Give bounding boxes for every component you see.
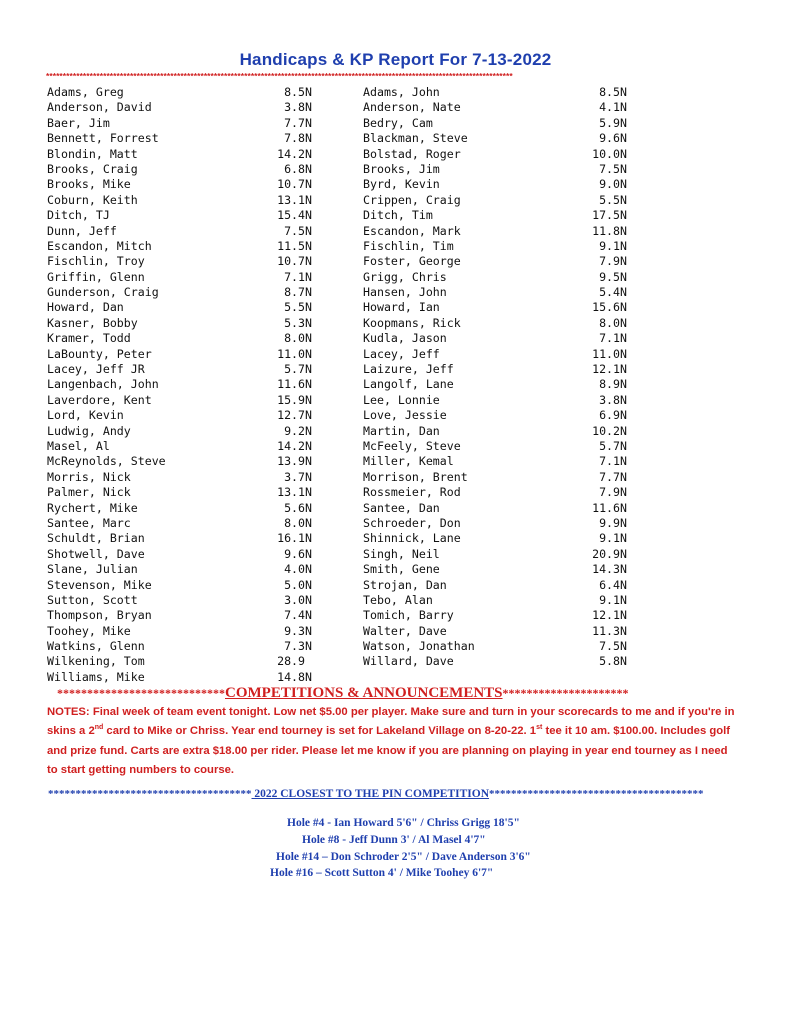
handicap-value: 10.2N	[592, 423, 627, 438]
player-name: Lacey, Jeff	[363, 346, 440, 361]
player-name: Anderson, David	[47, 100, 152, 115]
player-name: Tomich, Barry	[363, 608, 454, 623]
player-name: Kasner, Bobby	[47, 315, 138, 330]
handicap-value: 5.4N	[599, 285, 627, 300]
roster-row	[363, 593, 627, 608]
player-name: Langolf, Lane	[363, 377, 454, 392]
roster-row	[47, 531, 312, 546]
competitions-stars-right: *********************	[502, 686, 629, 700]
player-name: Griffin, Glenn	[47, 269, 145, 284]
handicap-value: 11.0N	[592, 346, 627, 361]
notes-text-3: tee it 10 am. $100.00. Includes golf and prize fund. Carts are extra $18.00 per rider. Please let me know if you are planning on playing in year end tourney as I need to start getting numbers to course.	[47, 725, 731, 777]
handicap-value: 8.7N	[284, 285, 312, 300]
handicap-value: 11.3N	[592, 623, 627, 638]
handicap-value: 14.2N	[277, 438, 312, 453]
player-name: Strojan, Dan	[363, 577, 447, 592]
player-name: Thompson, Bryan	[47, 608, 152, 623]
player-name: Bennett, Forrest	[47, 131, 159, 146]
player-name: Bolstad, Roger	[363, 146, 461, 161]
player-name: Morrison, Brent	[363, 469, 468, 484]
handicap-value: 9.1N	[599, 531, 627, 546]
handicap-value: 4.1N	[599, 100, 627, 115]
handicap-value: 7.7N	[284, 115, 312, 130]
handicap-value: 16.1N	[277, 531, 312, 546]
player-name: Byrd, Kevin	[363, 177, 440, 192]
player-name: Lacey, Jeff JR	[47, 362, 145, 377]
handicap-value: 5.7N	[599, 438, 627, 453]
handicap-value: 8.9N	[599, 377, 627, 392]
handicap-value: 9.5N	[599, 269, 627, 284]
handicap-value: 8.0N	[284, 331, 312, 346]
player-name: Schroeder, Don	[363, 515, 461, 530]
star-divider: *******************************************************************************************************************************************	[46, 71, 513, 81]
player-name: Fischlin, Tim	[363, 238, 454, 253]
roster-row	[363, 424, 627, 439]
roster-row	[47, 331, 312, 346]
player-name: Adams, Greg	[47, 85, 124, 99]
player-name: Langenbach, John	[47, 377, 159, 392]
handicap-value: 5.6N	[284, 500, 312, 515]
player-name: Ludwig, Andy	[47, 423, 131, 438]
player-name: LaBounty, Peter	[47, 346, 152, 361]
handicap-value: 7.5N	[599, 161, 627, 176]
roster-row	[363, 501, 627, 516]
player-name: Brooks, Mike	[47, 177, 131, 192]
handicap-value: 5.5N	[599, 192, 627, 207]
notes-superscript-1: nd	[94, 724, 104, 732]
roster-row	[363, 239, 627, 254]
handicap-value: 8.5N	[284, 85, 312, 99]
player-name: Foster, George	[363, 254, 461, 269]
player-name: Martin, Dan	[363, 423, 440, 438]
roster-row	[47, 193, 312, 208]
handicap-value: 3.0N	[284, 592, 312, 607]
player-name: Santee, Dan	[363, 500, 440, 515]
handicap-value: 9.0N	[599, 177, 627, 192]
player-name: Bedry, Cam	[363, 115, 433, 130]
player-name: Ditch, TJ	[47, 208, 110, 223]
competitions-heading	[57, 685, 629, 702]
roster-row	[47, 608, 312, 623]
handicap-value: 7.5N	[599, 639, 627, 654]
roster-row	[47, 224, 312, 239]
player-name: Williams, Mike	[47, 669, 145, 684]
handicap-value: 12.1N	[592, 608, 627, 623]
handicap-value: 9.3N	[284, 623, 312, 638]
hole-8-result: Hole #8 - Jeff Dunn 3' / Al Masel 4'7"	[302, 834, 486, 846]
roster-row	[363, 408, 627, 423]
handicap-value: 12.1N	[592, 362, 627, 377]
handicap-value: 5.7N	[284, 362, 312, 377]
player-name: Kudla, Jason	[363, 331, 447, 346]
player-name: McFeely, Steve	[363, 438, 461, 453]
roster-row	[363, 285, 627, 300]
player-name: Singh, Neil	[363, 546, 440, 561]
roster-row	[47, 578, 312, 593]
ctp-stars-right: ***************************************	[489, 788, 704, 800]
competitions-stars-left: ****************************	[57, 686, 225, 700]
handicap-value: 5.8N	[599, 654, 627, 669]
roster-row	[47, 254, 312, 269]
roster-row	[363, 100, 627, 115]
player-name: Walter, Dave	[363, 623, 447, 638]
player-name: Shotwell, Dave	[47, 546, 145, 561]
player-name: Dunn, Jeff	[47, 223, 117, 238]
handicap-value: 17.5N	[592, 208, 627, 223]
roster-row	[47, 439, 312, 454]
roster-row	[363, 131, 627, 146]
roster-row	[363, 316, 627, 331]
report-title: Handicaps & KP Report For 7-13-2022	[239, 50, 552, 69]
player-name: Santee, Marc	[47, 515, 131, 530]
roster-row	[363, 562, 627, 577]
handicap-value: 3.7N	[284, 469, 312, 484]
handicap-value: 28.9	[277, 654, 312, 669]
player-name: Escandon, Mitch	[47, 238, 152, 253]
roster-row	[47, 562, 312, 577]
roster-row	[47, 362, 312, 377]
handicap-value: 7.9N	[599, 254, 627, 269]
ctp-stars-left: *************************************	[48, 788, 252, 800]
roster-row	[363, 147, 627, 162]
player-name: Brooks, Craig	[47, 161, 138, 176]
player-name: Watkins, Glenn	[47, 639, 145, 654]
notes-text-2: card to Mike or Chriss. Year end tourney is set for Lakeland Village on 8-20-22. 1	[103, 725, 537, 738]
roster-column-left	[47, 85, 312, 685]
handicap-value: 6.4N	[599, 577, 627, 592]
handicap-value: 6.8N	[284, 161, 312, 176]
roster-row	[47, 285, 312, 300]
handicap-value: 14.8N	[277, 669, 312, 684]
player-name: Stevenson, Mike	[47, 577, 152, 592]
handicap-value: 14.3N	[592, 562, 627, 577]
roster-row	[47, 654, 312, 669]
roster-row	[363, 377, 627, 392]
player-name: Brooks, Jim	[363, 161, 440, 176]
roster-row	[47, 593, 312, 608]
roster-row	[363, 254, 627, 269]
handicap-value: 7.8N	[284, 131, 312, 146]
handicap-value: 10.7N	[277, 177, 312, 192]
player-name: Ditch, Tim	[363, 208, 433, 223]
handicap-value: 4.0N	[284, 562, 312, 577]
player-name: Coburn, Keith	[47, 192, 138, 207]
roster-row	[363, 608, 627, 623]
roster-row	[363, 547, 627, 562]
roster-row	[47, 670, 312, 685]
player-name: Adams, John	[363, 85, 440, 99]
roster-row	[47, 85, 312, 100]
roster-row	[47, 408, 312, 423]
handicap-value: 3.8N	[599, 392, 627, 407]
handicap-value: 7.1N	[284, 269, 312, 284]
hole-14-result: Hole #14 – Don Schroder 2'5" / Dave Anderson 3'6"	[276, 851, 531, 863]
hole-16-result: Hole #16 – Scott Sutton 4' / Mike Toohey 6'7"	[270, 867, 494, 879]
player-name: Laverdore, Kent	[47, 392, 152, 407]
roster-row	[47, 177, 312, 192]
roster-row	[363, 177, 627, 192]
roster-row	[363, 270, 627, 285]
handicap-value: 13.1N	[277, 192, 312, 207]
roster-row	[363, 439, 627, 454]
player-name: Laizure, Jeff	[363, 362, 454, 377]
handicap-value: 11.5N	[277, 238, 312, 253]
notes-paragraph	[47, 703, 737, 781]
roster-row	[363, 393, 627, 408]
roster-row	[47, 485, 312, 500]
player-name: Fischlin, Troy	[47, 254, 145, 269]
handicap-value: 6.9N	[599, 408, 627, 423]
player-name: Rychert, Mike	[47, 500, 138, 515]
player-name: Lord, Kevin	[47, 408, 124, 423]
handicap-value: 7.1N	[599, 331, 627, 346]
handicap-value: 8.0N	[599, 315, 627, 330]
player-name: Shinnick, Lane	[363, 531, 461, 546]
roster-row	[47, 470, 312, 485]
roster-row	[363, 331, 627, 346]
handicap-value: 9.6N	[284, 546, 312, 561]
player-name: Miller, Kemal	[363, 454, 454, 469]
roster-row	[47, 162, 312, 177]
roster-row	[363, 624, 627, 639]
player-name: Slane, Julian	[47, 562, 138, 577]
roster-row	[47, 270, 312, 285]
roster-row	[363, 485, 627, 500]
handicap-value: 5.9N	[599, 115, 627, 130]
handicap-value: 7.1N	[599, 454, 627, 469]
handicap-value: 11.6N	[277, 377, 312, 392]
competitions-label: COMPETITIONS & ANNOUNCEMENTS	[225, 685, 503, 701]
roster-row	[47, 100, 312, 115]
handicap-value: 7.4N	[284, 608, 312, 623]
roster-row	[363, 347, 627, 362]
player-name: Masel, Al	[47, 438, 110, 453]
player-name: Morris, Nick	[47, 469, 131, 484]
player-name: Blackman, Steve	[363, 131, 468, 146]
player-name: Kramer, Todd	[47, 331, 131, 346]
roster-row	[363, 654, 627, 669]
handicap-value: 5.0N	[284, 577, 312, 592]
handicap-value: 14.2N	[277, 146, 312, 161]
player-name: Anderson, Nate	[363, 100, 461, 115]
notes-superscript-2: st	[536, 724, 543, 732]
roster-row	[47, 501, 312, 516]
handicap-value: 9.1N	[599, 238, 627, 253]
handicap-value: 9.1N	[599, 592, 627, 607]
roster-row	[363, 639, 627, 654]
roster-row	[47, 393, 312, 408]
player-name: Howard, Dan	[47, 300, 124, 315]
notes-text-1: NOTES: Final week of team event tonight. Low net $5.00 per player. Make sure and turn in your scorecards to me and if you're in skins a 2	[47, 706, 735, 738]
hole-4-result: Hole #4 - Ian Howard 5'6" / Chriss Grigg 18'5"	[287, 817, 520, 829]
handicap-value: 15.4N	[277, 208, 312, 223]
roster-row	[47, 347, 312, 362]
handicap-value: 8.5N	[599, 85, 627, 99]
roster-row	[47, 239, 312, 254]
roster-row	[47, 624, 312, 639]
roster-row	[363, 208, 627, 223]
handicap-value: 7.5N	[284, 223, 312, 238]
roster-row	[47, 300, 312, 315]
player-name: Love, Jessie	[363, 408, 447, 423]
player-name: Palmer, Nick	[47, 485, 131, 500]
roster-row	[363, 516, 627, 531]
player-name: Grigg, Chris	[363, 269, 447, 284]
roster-row	[47, 639, 312, 654]
player-name: Toohey, Mike	[47, 623, 131, 638]
roster-row	[47, 131, 312, 146]
roster-row	[363, 362, 627, 377]
roster-row	[47, 316, 312, 331]
handicap-value: 8.0N	[284, 515, 312, 530]
handicap-value: 7.9N	[599, 485, 627, 500]
roster-row	[363, 300, 627, 315]
handicap-value: 5.5N	[284, 300, 312, 315]
roster-row	[47, 547, 312, 562]
player-name: Willard, Dave	[363, 654, 454, 669]
handicap-value: 15.6N	[592, 300, 627, 315]
player-name: Rossmeier, Rod	[363, 485, 461, 500]
roster-row	[363, 454, 627, 469]
player-name: Escandon, Mark	[363, 223, 461, 238]
roster-row	[363, 162, 627, 177]
player-name: McReynolds, Steve	[47, 454, 166, 469]
roster-row	[363, 578, 627, 593]
roster-row	[363, 224, 627, 239]
handicap-value: 11.8N	[592, 223, 627, 238]
handicap-value: 10.7N	[277, 254, 312, 269]
player-name: Watson, Jonathan	[363, 639, 475, 654]
player-name: Howard, Ian	[363, 300, 440, 315]
handicap-value: 13.1N	[277, 485, 312, 500]
player-name: Schuldt, Brian	[47, 531, 145, 546]
handicap-value: 7.7N	[599, 469, 627, 484]
player-name: Koopmans, Rick	[363, 315, 461, 330]
ctp-label: 2022 CLOSEST TO THE PIN COMPETITION	[251, 788, 490, 800]
roster-row	[47, 424, 312, 439]
player-name: Baer, Jim	[47, 115, 110, 130]
handicap-value: 11.0N	[277, 346, 312, 361]
roster-row	[47, 516, 312, 531]
handicap-value: 13.9N	[277, 454, 312, 469]
handicap-value: 15.9N	[277, 392, 312, 407]
handicap-value: 7.3N	[284, 639, 312, 654]
roster-row	[363, 470, 627, 485]
handicap-value: 9.9N	[599, 515, 627, 530]
handicap-value: 11.6N	[592, 500, 627, 515]
roster-column-right	[363, 85, 627, 670]
handicap-value: 9.6N	[599, 131, 627, 146]
player-name: Blondin, Matt	[47, 146, 138, 161]
roster-row	[47, 377, 312, 392]
handicap-value: 5.3N	[284, 315, 312, 330]
roster-row	[363, 531, 627, 546]
roster-row	[47, 147, 312, 162]
handicap-value: 3.8N	[284, 100, 312, 115]
roster-row	[363, 116, 627, 131]
closest-to-pin-heading	[48, 788, 704, 800]
player-name: Smith, Gene	[363, 562, 440, 577]
roster-row	[363, 85, 627, 100]
player-name: Crippen, Craig	[363, 192, 461, 207]
player-name: Hansen, John	[363, 285, 447, 300]
player-name: Sutton, Scott	[47, 592, 138, 607]
handicap-value: 20.9N	[592, 546, 627, 561]
handicap-value: 9.2N	[284, 423, 312, 438]
roster-row	[47, 454, 312, 469]
player-name: Gunderson, Craig	[47, 285, 159, 300]
player-name: Wilkening, Tom	[47, 654, 145, 669]
roster-row	[47, 116, 312, 131]
roster-row	[47, 208, 312, 223]
handicap-value: 12.7N	[277, 408, 312, 423]
player-name: Tebo, Alan	[363, 592, 433, 607]
player-name: Lee, Lonnie	[363, 392, 440, 407]
handicap-value: 10.0N	[592, 146, 627, 161]
roster-row	[363, 193, 627, 208]
